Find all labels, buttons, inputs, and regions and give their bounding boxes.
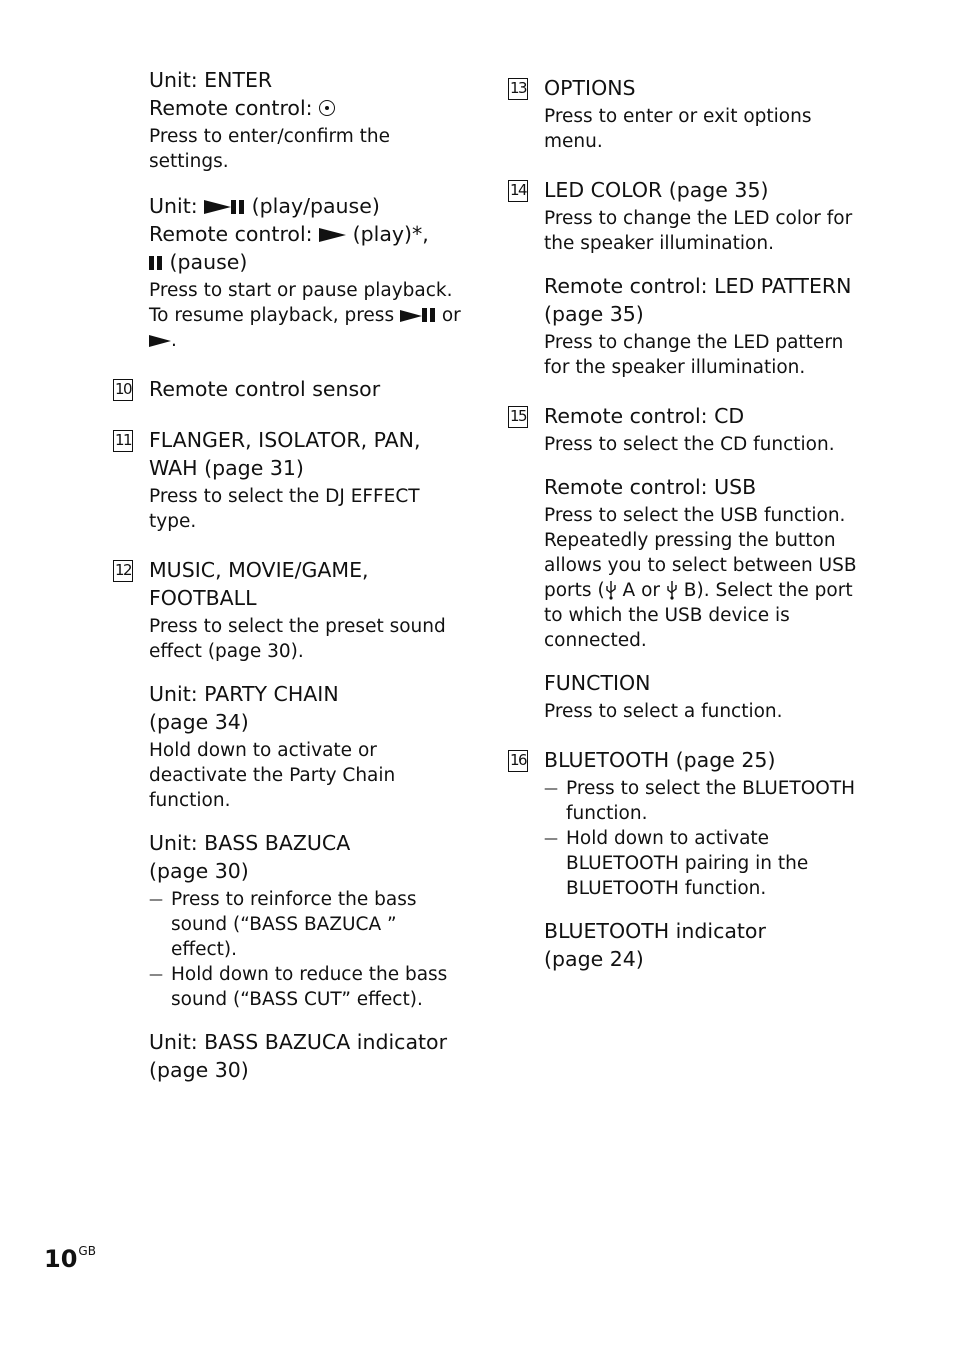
bullet-item: — Press to select the BLUETOOTH function. <box>544 776 864 826</box>
item-12-entry <box>114 556 464 664</box>
entry-description: Press to change the LED color for the speaker illumination. <box>544 208 853 254</box>
item-11-entry <box>114 426 464 534</box>
entry-heading: Remote control: CD <box>544 404 745 428</box>
party-chain-entry <box>149 680 464 813</box>
pause-bars-icon <box>422 308 436 322</box>
entry-description: Press to change the LED pattern for the speaker illumination. <box>544 332 844 378</box>
left-column <box>114 66 464 1084</box>
play-triangle-icon <box>204 200 231 214</box>
entry-heading: LED COLOR (page 35) <box>544 178 769 202</box>
entry-description: Press to select the CD function. <box>544 434 835 455</box>
entry-description: Press to select a function. <box>544 701 783 722</box>
enter-circle-icon <box>319 100 335 116</box>
entry-heading: Remote control: LED PATTERN (page 35) <box>544 274 852 326</box>
entry-heading: OPTIONS <box>544 76 636 100</box>
usb-icon <box>666 580 678 600</box>
item-number-badge: 12 <box>113 560 133 582</box>
item-13-entry <box>509 74 864 154</box>
entry-description: Press to enter/confirm the settings. <box>149 126 391 172</box>
pause-bars-icon <box>149 256 163 270</box>
entry-heading: FLANGER, ISOLATOR, PAN, WAH (page 31) <box>149 428 421 480</box>
entry-heading: FUNCTION <box>544 671 651 695</box>
pause-bars-icon <box>231 200 245 214</box>
usb-icon <box>605 580 617 600</box>
play-triangle-icon <box>319 228 346 242</box>
bass-indicator-entry <box>149 1028 464 1084</box>
entry-description: Press to select the USB function. Repeatedly pressing the button allows you to select between USB ports ( A or B). Select the port to which the USB device is connected. <box>544 505 857 651</box>
unit-enter-entry <box>149 66 464 174</box>
item-10-entry <box>114 375 464 403</box>
function-entry <box>544 669 864 724</box>
entry-heading: Unit: ENTER Remote control: <box>149 66 464 122</box>
item-number-badge: 11 <box>113 430 133 452</box>
item-number-badge: 14 <box>508 180 528 202</box>
play-pause-entry <box>149 192 464 353</box>
entry-heading: Unit: BASS BAZUCA indicator (page 30) <box>149 1030 448 1082</box>
item-number-badge: 13 <box>508 78 528 100</box>
entry-heading: BLUETOOTH indicator (page 24) <box>544 919 766 971</box>
item-14-entry <box>509 176 864 256</box>
bullet-item: — Hold down to reduce the bass sound (“BASS CUT” effect). <box>149 962 464 1012</box>
led-pattern-entry <box>544 272 864 380</box>
play-triangle-icon <box>400 310 422 322</box>
item-number-badge: 16 <box>508 750 528 772</box>
item-15-entry <box>509 402 864 457</box>
page-number: $10^{GB}$ <box>44 1244 96 1273</box>
bullet-item: — Press to reinforce the bass sound (“BASS BAZUCA ” effect). <box>149 887 464 962</box>
play-triangle-icon <box>149 335 171 347</box>
right-column <box>509 74 864 973</box>
entry-heading: Remote control: USB <box>544 475 757 499</box>
bass-bazuca-entry <box>149 829 464 1012</box>
bullet-item: — Hold down to activate BLUETOOTH pairing in the BLUETOOTH function. <box>544 826 864 901</box>
entry-description: Press to start or pause playback. To resume playback, press or . <box>149 280 461 351</box>
item-number-badge: 15 <box>508 406 528 428</box>
entry-description: Press to select the DJ EFFECT type. <box>149 486 420 532</box>
item-number-badge: 10 <box>113 379 133 401</box>
entry-heading: MUSIC, MOVIE/GAME, FOOTBALL <box>149 558 369 610</box>
entry-description: Hold down to activate or deactivate the Party Chain function. <box>149 740 396 811</box>
entry-description: Press to enter or exit options menu. <box>544 106 812 152</box>
entry-heading: Unit: PARTY CHAIN (page 34) <box>149 682 339 734</box>
entry-description: Press to select the preset sound effect (page 30). <box>149 616 446 662</box>
entry-heading: Unit: BASS BAZUCA (page 30) <box>149 831 351 883</box>
entry-heading: Remote control sensor <box>149 377 381 401</box>
usb-entry <box>544 473 864 653</box>
item-16-entry <box>509 746 864 901</box>
page-language-suffix: GB <box>78 1244 96 1258</box>
entry-heading: Unit: (play/pause) Remote control: (play)*, (pause) <box>149 194 429 274</box>
entry-heading: BLUETOOTH (page 25) <box>544 748 776 772</box>
bluetooth-indicator-entry <box>544 917 864 973</box>
